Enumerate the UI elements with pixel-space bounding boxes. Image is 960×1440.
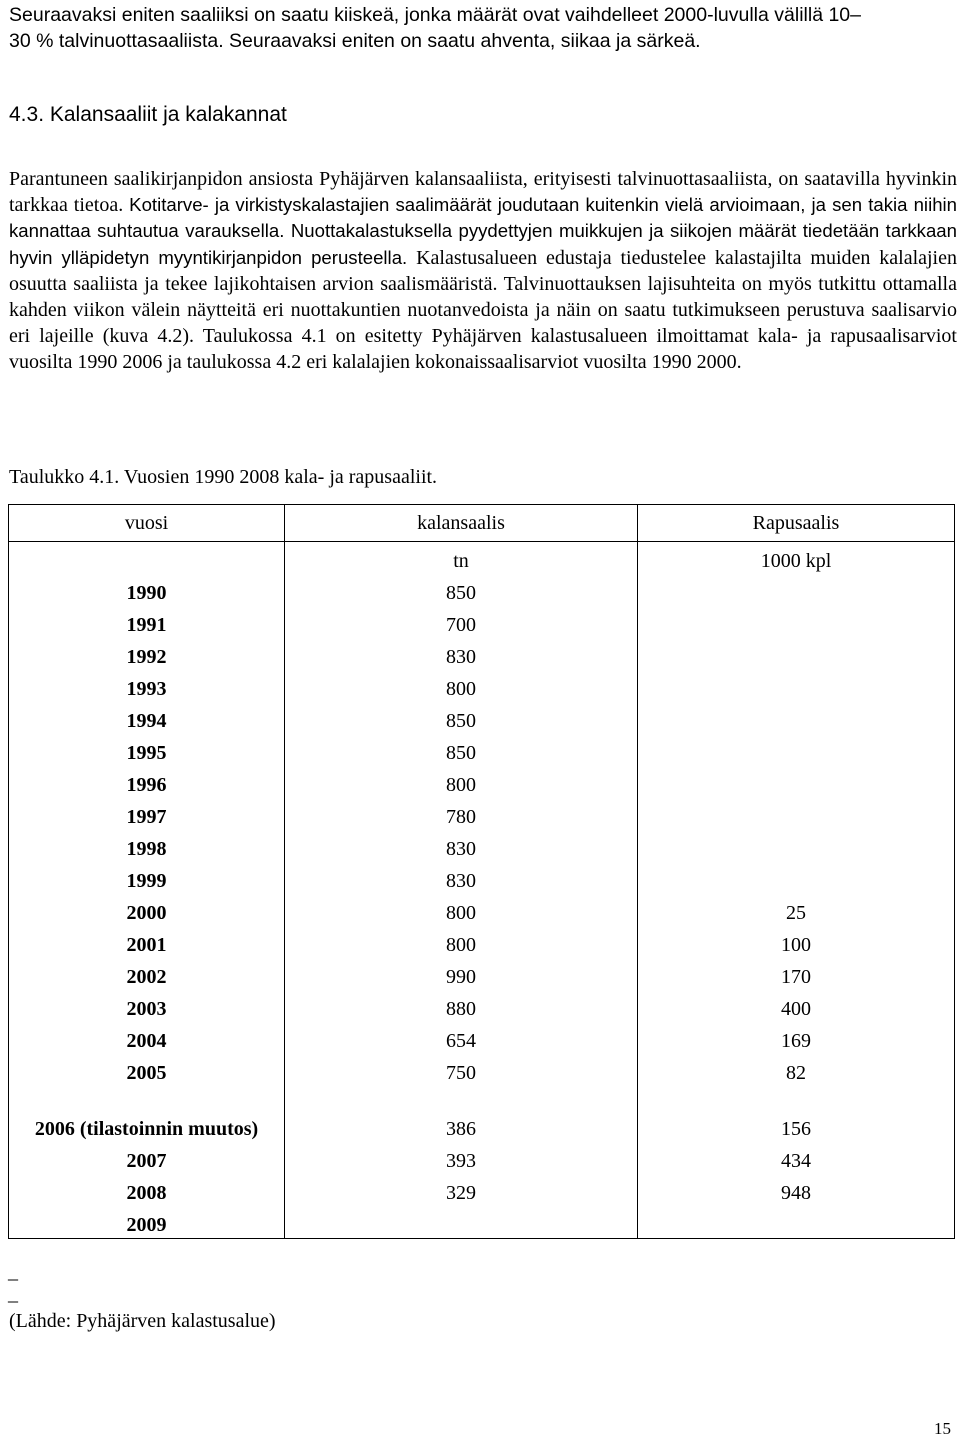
cell-year: 1993: [9, 670, 285, 702]
page-number: 15: [934, 1419, 951, 1438]
cell-crayfish-catch: [638, 670, 955, 702]
intro-line: Seuraavaksi eniten saaliiksi on saatu kiiskeä, jonka määrät ovat vaihdelleet 2000-luvulla välillä 10–: [9, 4, 861, 26]
cell-year: 1990: [9, 574, 285, 606]
cell-year: 1994: [9, 702, 285, 734]
cell-year: 2004: [9, 1022, 285, 1054]
header-crayfish: Rapusaalis: [638, 505, 955, 542]
cell-fish-catch: 393: [285, 1142, 638, 1174]
table-row: [9, 1086, 955, 1142]
table-row: [9, 1174, 955, 1206]
table-source: (Lähde: Pyhäjärven kalastusalue): [9, 1310, 276, 1332]
cell-year: 2006 (tilastoinnin muutos): [9, 1086, 285, 1142]
cell-fish-catch: 850: [285, 574, 638, 606]
table-row: [9, 830, 955, 862]
table-row: [9, 798, 955, 830]
cell-fish-catch: [285, 1206, 638, 1239]
cell-crayfish-catch: [638, 702, 955, 734]
cell-crayfish-catch: [638, 830, 955, 862]
table-row: [9, 702, 955, 734]
cell-crayfish-catch: 169: [638, 1022, 955, 1054]
cell-fish-catch: 800: [285, 894, 638, 926]
cell-crayfish-catch: 400: [638, 990, 955, 1022]
footnote-dash: _: [8, 1261, 18, 1283]
table-unit-row: [9, 542, 955, 575]
header-fish: kalansaalis: [285, 505, 638, 542]
paragraph-lead: Parantuneen saalikirjanpidon ansiosta Pyhäjärven kalansaaliista, erityisesti talvinuottasaaliista, on saatavilla hyvinkin tarkkaa tietoa.: [9, 168, 957, 217]
cell-crayfish-catch: 82: [638, 1054, 955, 1086]
table-row: [9, 926, 955, 958]
cell-fish-catch: 386: [285, 1086, 638, 1142]
cell-fish-catch: 654: [285, 1022, 638, 1054]
table-row: [9, 894, 955, 926]
cell-crayfish-catch: 948: [638, 1174, 955, 1206]
cell-fish-catch: 750: [285, 1054, 638, 1086]
table-row: [9, 862, 955, 894]
cell-year: 1996: [9, 766, 285, 798]
paragraph-alt-font: Kotitarve- ja virkistyskalastajien saalimäärät joudutaan kuitenkin vielä arvioimaan, ja sen takia niihin kannattaa suhtautua varauksella. Nuottakalastuksella pyydettyjen muikkujen ja siikojen määrät tiedetään tarkkaan hyvin ylläpidetyn myyntikirjanpidon perusteella.: [9, 194, 958, 268]
cell-fish-catch: 800: [285, 926, 638, 958]
cell-year: 2002: [9, 958, 285, 990]
cell-crayfish-catch: [638, 1206, 955, 1239]
unit-year: [9, 542, 285, 575]
cell-fish-catch: 800: [285, 766, 638, 798]
table-header-row: [9, 505, 955, 542]
cell-year: 2007: [9, 1142, 285, 1174]
cell-year: 2000: [9, 894, 285, 926]
cell-fish-catch: 800: [285, 670, 638, 702]
cell-year: 2008: [9, 1174, 285, 1206]
cell-year: 2003: [9, 990, 285, 1022]
cell-crayfish-catch: 170: [638, 958, 955, 990]
cell-crayfish-catch: 100: [638, 926, 955, 958]
header-year: vuosi: [9, 505, 285, 542]
cell-crayfish-catch: [638, 798, 955, 830]
cell-fish-catch: 830: [285, 862, 638, 894]
paragraph-rest: Kalastusalueen edustaja tiedustelee kalastajilta muiden kalalajien osuutta saaliista ja tekee lajikohtaisen arvion saalismääristä. Talvinuottauksen lajisuhteita on myös tutkittu ottamalla kahden viikon välein näytteitä eri nuottakuntien nuotanvedoista ja näin on saatu tutkimukseen perustuva saalisarvio eri lajeille (kuva 4.2). Taulukossa 4.1 on esitetty Pyhäjärven kalastusalueen ilmoittamat kala- ja rapusaalisarviot vuosilta 1990 2006 ja taulukossa 4.2 eri kalalajien kokonaissaalisarviot vuosilta 1990 2000.: [9, 246, 957, 374]
cell-fish-catch: 830: [285, 830, 638, 862]
cell-year: 1991: [9, 606, 285, 638]
table-caption: Taulukko 4.1. Vuosien 1990 2008 kala- ja rapusaaliit.: [9, 466, 438, 488]
cell-crayfish-catch: [638, 862, 955, 894]
table-row: [9, 606, 955, 638]
cell-year: 2005: [9, 1054, 285, 1086]
unit-fish: tn: [285, 542, 638, 575]
cell-crayfish-catch: [638, 766, 955, 798]
cell-year: 1997: [9, 798, 285, 830]
body-paragraph: [9, 166, 957, 376]
catch-table: [8, 504, 955, 1239]
cell-fish-catch: 700: [285, 606, 638, 638]
cell-fish-catch: 329: [285, 1174, 638, 1206]
cell-crayfish-catch: 25: [638, 894, 955, 926]
table-row: [9, 574, 955, 606]
cell-year: 2001: [9, 926, 285, 958]
cell-crayfish-catch: [638, 606, 955, 638]
cell-year: 1995: [9, 734, 285, 766]
cell-crayfish-catch: 434: [638, 1142, 955, 1174]
cell-fish-catch: 850: [285, 734, 638, 766]
table-row: [9, 990, 955, 1022]
footnote-dash: _: [8, 1283, 18, 1305]
cell-fish-catch: 990: [285, 958, 638, 990]
table-row: [9, 1142, 955, 1174]
table-row: [9, 670, 955, 702]
cell-crayfish-catch: [638, 638, 955, 670]
cell-fish-catch: 830: [285, 638, 638, 670]
table-row: [9, 1206, 955, 1239]
cell-crayfish-catch: 156: [638, 1086, 955, 1142]
table-row: [9, 638, 955, 670]
cell-year: 1998: [9, 830, 285, 862]
section-heading: 4.3. Kalansaaliit ja kalakannat: [9, 103, 287, 126]
table-row: [9, 1054, 955, 1086]
table-row: [9, 734, 955, 766]
cell-year: 2009: [9, 1206, 285, 1239]
cell-fish-catch: 880: [285, 990, 638, 1022]
cell-crayfish-catch: [638, 734, 955, 766]
cell-year: 1992: [9, 638, 285, 670]
table-row: [9, 766, 955, 798]
unit-crayfish: 1000 kpl: [638, 542, 955, 575]
cell-fish-catch: 850: [285, 702, 638, 734]
intro-line: 30 % talvinuottasaaliista. Seuraavaksi eniten on saatu ahventa, siikaa ja särkeä.: [9, 30, 701, 52]
cell-crayfish-catch: [638, 574, 955, 606]
table-row: [9, 958, 955, 990]
intro-paragraph: [9, 2, 954, 54]
cell-year: 1999: [9, 862, 285, 894]
table-row: [9, 1022, 955, 1054]
cell-fish-catch: 780: [285, 798, 638, 830]
